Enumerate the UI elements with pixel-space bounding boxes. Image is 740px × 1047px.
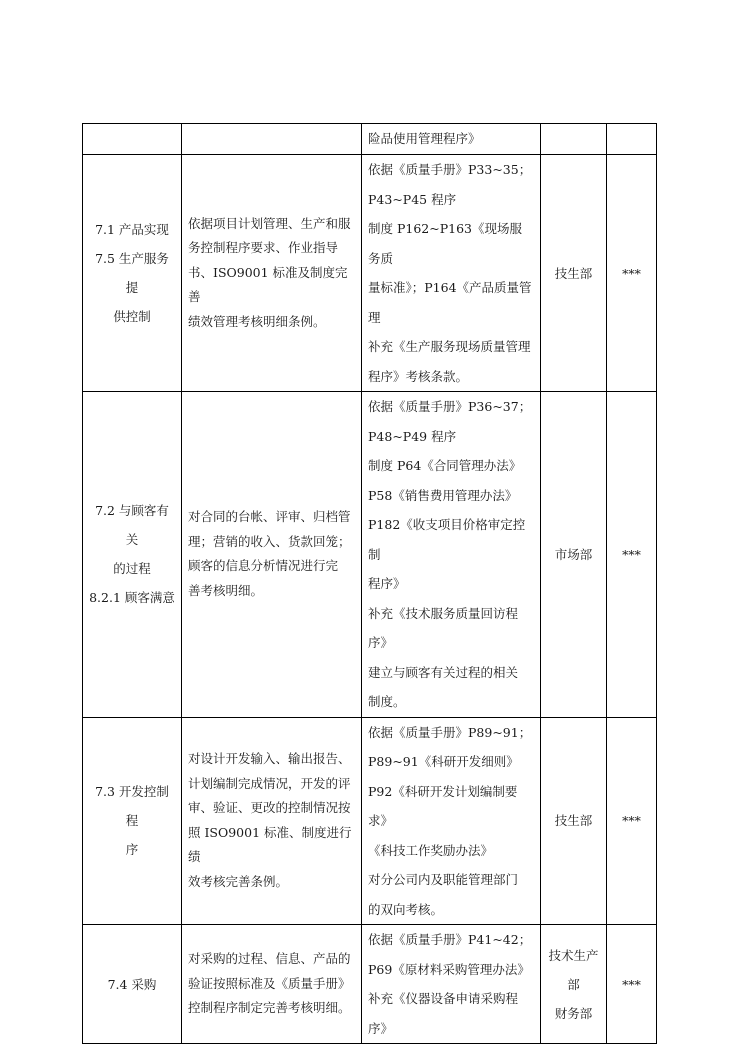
content-line: 书、ISO9001 标准及制度完善 (188, 264, 348, 305)
clause-cell (83, 124, 182, 155)
content-cell (182, 155, 362, 392)
basis-line: 程序》考核条款。 (368, 368, 469, 384)
table-row (83, 392, 657, 718)
basis-line: P69《原材料采购管理办法》 (368, 961, 530, 977)
content-line: 效考核完善条例。 (188, 873, 289, 889)
basis-line: 制度。 (368, 694, 406, 709)
clause-cell (83, 392, 182, 718)
clause-line: 的过程 (113, 561, 151, 577)
basis-cell (362, 155, 541, 392)
dept-cell (541, 392, 607, 718)
dept-line: 技生部 (554, 265, 593, 281)
basis-line: 依据《质量手册》P36~37； (368, 399, 532, 414)
basis-line: 险品使用管理程序》 (368, 131, 481, 147)
rating-cell: *** (607, 392, 657, 718)
basis-line: 制度 P162~P163《现场服务质 (368, 221, 522, 266)
basis-line: 补充《生产服务现场质量管理 (368, 339, 531, 354)
content-line: 控制程序制定完善考核明细。 (188, 1000, 351, 1016)
content-cell (182, 925, 362, 1044)
assessment-table (82, 123, 657, 1044)
table-row (83, 155, 657, 392)
rating-cell: *** (607, 155, 657, 392)
content-line: 善考核明细。 (188, 582, 264, 598)
basis-cell (362, 717, 541, 925)
content-cell (182, 392, 362, 718)
basis-line: 依据《质量手册》P33~35； (368, 162, 532, 177)
content-line: 对采购的过程、信息、产品的 (188, 951, 351, 967)
basis-line: 制度 P64《合同管理办法》 (368, 458, 522, 473)
dept-cell (541, 925, 607, 1044)
content-line: 计划编制完成情况，开发的评 (188, 775, 351, 791)
content-line: 验证按照标准及《质量手册》 (188, 975, 351, 991)
clause-cell (83, 925, 182, 1044)
basis-line: P92《科研开发计划编制要求》 (368, 783, 518, 828)
content-line: 对设计开发输入、输出报告、 (188, 751, 351, 767)
clause-cell (83, 717, 182, 925)
clause-line: 7.4 采购 (107, 976, 157, 992)
basis-line: 对分公司内及职能管理部门 (368, 872, 519, 887)
clause-line: 7.3 开发控制程 (95, 784, 169, 829)
content-line: 理；营销的收入、货款回笼； (188, 533, 351, 549)
basis-line: 程序》 (368, 576, 406, 591)
dept-line: 技生部 (554, 813, 593, 829)
basis-line: 《科技工作奖励办法》 (368, 842, 494, 858)
basis-line: 建立与顾客有关过程的相关 (368, 664, 519, 680)
dept-line: 部 (567, 976, 580, 992)
dept-line: 市场部 (554, 546, 593, 562)
clause-line: 8.2.1 顾客满意 (89, 590, 175, 606)
content-line: 照 ISO9001 标准、制度进行绩 (188, 824, 352, 865)
basis-line: P89~91《科研开发细则》 (368, 754, 519, 769)
dept-cell (541, 155, 607, 392)
content-line: 务控制程序要求、作业指导 (188, 240, 339, 256)
basis-cell (362, 392, 541, 718)
basis-line: 的双向考核。 (368, 901, 444, 917)
basis-line: 依据《质量手册》P89~91； (368, 724, 532, 740)
clause-line: 序 (125, 842, 139, 858)
content-line: 顾客的信息分析情况进行完 (188, 558, 339, 574)
content-line: 依据项目计划管理、生产和服 (188, 215, 351, 231)
clause-line: 7.5 生产服务提 (95, 251, 169, 295)
basis-line: P43~P45 程序 (368, 191, 457, 207)
basis-line: 依据《质量手册》P41~42； (368, 932, 532, 947)
basis-line: P48~P49 程序 (368, 428, 457, 444)
dept-cell (541, 717, 607, 925)
basis-line: 补充《技术服务质量回访程 (368, 605, 519, 621)
basis-cell (362, 925, 541, 1044)
table-row (83, 925, 657, 1044)
basis-line: 序》 (368, 635, 394, 650)
content-line: 对合同的台帐、评审、归档管 (188, 509, 351, 525)
table-row (83, 124, 657, 155)
dept-cell (541, 124, 607, 155)
content-cell (182, 717, 362, 925)
content-cell (182, 124, 362, 155)
clause-cell (83, 155, 182, 392)
table-row (83, 717, 657, 925)
rating-cell: *** (607, 925, 657, 1044)
clause-line: 7.1 产品实现 (95, 222, 169, 237)
basis-cell (362, 124, 541, 155)
basis-line: P182《收支项目价格审定控制 (368, 517, 526, 562)
content-line: 绩效管理考核明细条例。 (188, 313, 326, 329)
basis-line: 序》 (368, 1020, 394, 1036)
basis-line: 补充《仪器设备申请采购程 (368, 991, 519, 1006)
dept-line: 财务部 (554, 1005, 593, 1021)
rating-cell: *** (607, 717, 657, 925)
basis-line: 理 (368, 309, 381, 325)
clause-line: 7.2 与顾客有关 (95, 503, 169, 548)
basis-line: P58《销售费用管理办法》 (368, 487, 518, 503)
basis-line: 量标准》；P164《产品质量管 (368, 280, 532, 295)
rating-cell (607, 124, 657, 155)
dept-line: 技术生产 (548, 947, 599, 963)
content-line: 审、验证、更改的控制情况按 (188, 800, 351, 816)
clause-line: 供控制 (113, 309, 151, 324)
